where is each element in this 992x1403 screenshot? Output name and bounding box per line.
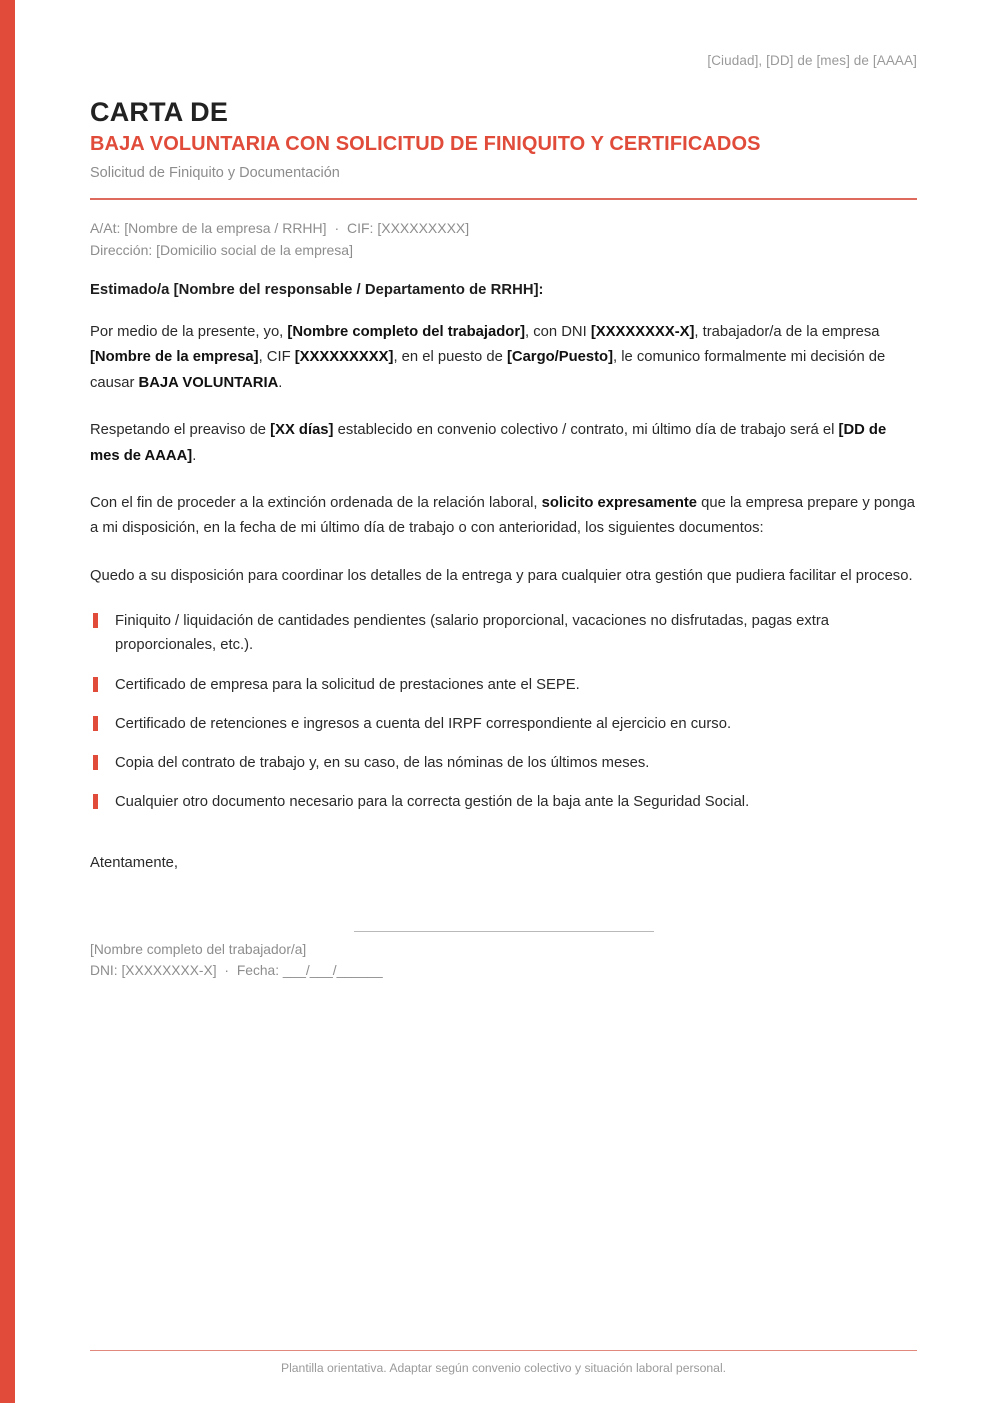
signature-name-placeholder: [Nombre completo del trabajador/a] (90, 942, 307, 957)
par3-request-emphasis: solicito expresamente (541, 495, 698, 512)
page-subtitle: BAJA VOLUNTARIA CON SOLICITUD DE FINIQUITO Y CERTIFICADOS (90, 132, 761, 155)
list-item (90, 751, 917, 775)
page-tagline: Solicitud de Finiquito y Documentación (90, 164, 340, 181)
addressee-attn-line (90, 217, 917, 240)
par1-worker-name: [Nombre completo del trabajador] (287, 323, 526, 340)
par1-worker-dni: [XXXXXXXX-X] (590, 323, 695, 340)
par2-last-working-day: [DD de mes de AAAA] (90, 422, 887, 464)
par2-seg1: Respetando el preaviso de (90, 422, 271, 439)
par1-seg2: , con DNI (525, 323, 591, 340)
header-divider (90, 198, 917, 200)
par2-notice-days: [XX días] (270, 422, 334, 439)
list-item-text: Cualquier otro documento necesario para la correcta gestión de la baja ante la Seguridad Social. (115, 793, 750, 810)
list-item-text: Finiquito / liquidación de cantidades pendientes (salario proporcional, vacaciones no disfrutadas, pagas extra proporcionales, etc.). (115, 613, 829, 654)
title-block (90, 97, 917, 181)
signature-separator: · (224, 962, 229, 978)
list-item-text: Certificado de empresa para la solicitud de prestaciones ante el SEPE. (115, 676, 580, 693)
par3-seg1: Con el fin de proceder a la extinción ordenada de la relación laboral, (90, 495, 542, 512)
addressee-cif-label: CIF: (347, 219, 374, 236)
addressee-separator: · (334, 219, 340, 236)
greeting-line (90, 282, 917, 298)
addressee-cif-value: [XXXXXXXXX] (377, 219, 470, 236)
par2-seg2: establecido en convenio colectivo / contrato, mi último día de trabajo será el (333, 422, 839, 439)
par1-seg5: , en el puesto de (393, 349, 507, 366)
par3-seg2: que la empresa prepare y ponga a mi disposición, en la fecha de mi último día de trabajo o con anterioridad, los siguientes documentos: (90, 495, 916, 537)
paragraph-declaration (90, 320, 917, 396)
signature-dni-value: [XXXXXXXX-X] (121, 962, 217, 978)
list-item (90, 673, 917, 697)
par1-seg6: , le comunico formalmente mi decisión de causar (90, 349, 886, 391)
signature-dni-line (90, 961, 917, 982)
greeting-placeholder: [Nombre del responsable / Departamento de RRHH]: (173, 281, 544, 298)
list-item (90, 609, 917, 657)
signature-line (354, 931, 654, 932)
par1-seg1: Por medio de la presente, yo, (90, 323, 288, 340)
addressee-block (90, 217, 917, 262)
signature-date-blanks: ___/___/______ (282, 962, 383, 978)
par1-company-name: [Nombre de la empresa] (90, 349, 259, 366)
paragraph-request (90, 491, 917, 542)
list-item (90, 790, 917, 814)
list-item (90, 712, 917, 736)
par1-seg3: , trabajador/a de la empresa (694, 323, 880, 340)
document-date: [Ciudad], [DD] de [mes] de [AAAA] (707, 53, 917, 68)
par1-seg7: . (278, 374, 283, 391)
par1-resignation-term: BAJA VOLUNTARIA (138, 374, 279, 391)
footer-divider (90, 1350, 917, 1351)
signature-dni-label: DNI: (90, 962, 118, 978)
par1-job-position: [Cargo/Puesto] (506, 349, 614, 366)
addressee-attn-label: A/At: (90, 219, 121, 236)
par1-company-cif: [XXXXXXXXX] (294, 349, 394, 366)
paragraph-notice-period (90, 418, 917, 469)
greeting-prefix: Estimado/a (90, 281, 174, 298)
page-title: CARTA DE (90, 97, 229, 127)
list-item-text: Certificado de retenciones e ingresos a cuenta del IRPF correspondiente al ejercicio en curso. (115, 715, 732, 732)
par2-seg3: . (192, 447, 197, 464)
addressee-address-line: Dirección: [Domicilio social de la empresa] (90, 242, 353, 259)
documents-list (90, 609, 917, 814)
addressee-attn-value: [Nombre de la empresa / RRHH] (124, 219, 327, 236)
closing-line: Atentamente, (90, 855, 179, 871)
paragraph-availability: Quedo a su disposición para coordinar los detalles de la entrega y para cualquier otra gestión que pudiera facilitar el proceso. (90, 567, 913, 584)
list-item-text: Copia del contrato de trabajo y, en su caso, de las nóminas de los últimos meses. (115, 754, 650, 771)
footer-note: Plantilla orientativa. Adaptar según convenio colectivo y situación laboral personal. (280, 1361, 727, 1375)
document-footer (0, 1350, 992, 1375)
signature-date-label: Fecha: (236, 962, 280, 978)
par1-seg4: , CIF (258, 349, 295, 366)
